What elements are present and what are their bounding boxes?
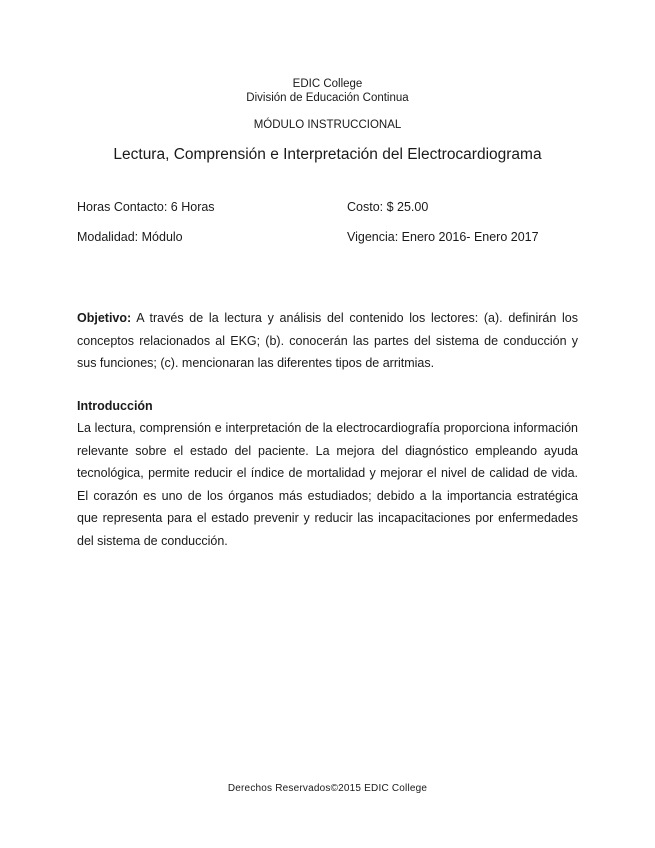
introduction-heading: Introducción [77,399,153,413]
objective-paragraph [77,307,578,375]
college-name: EDIC College [292,78,363,90]
contact-hours: Horas Contacto: 6 Horas [77,200,215,214]
copyright-footer: Derechos Reservados©2015 EDIC College [227,783,428,794]
objective-text: A través de la lectura y análisis del contenido los lectores: (a). definirán los conceptos relacionados al EKG; (b). conocerán las partes del sistema de conducción y sus funciones; (c). mencionaran las diferentes tipos de arritmias. [77,311,578,370]
validity: Vigencia: Enero 2016- Enero 2017 [347,230,539,244]
cost: Costo: $ 25.00 [347,200,429,214]
objective-label: Objetivo: [77,311,132,325]
modality: Modalidad: Módulo [77,230,183,244]
division-name: División de Educación Continua [246,92,409,104]
introduction-paragraph: La lectura, comprensión e interpretación de la electrocardiografía proporciona información relevante sobre el estado del paciente. La mejora del diagnóstico empleando ayuda tecnológica, permite reducir el índice de mortalidad y mejorar el nivel de calidad de vida. El corazón es uno de los órganos más estudiados; debido a la importancia estratégica que representa para el estado prevenir y reducir las incapacitaciones por enfermedades del sistema de conducción. [77,421,578,548]
document-title: Lectura, Comprensión e Interpretación del Electrocardiograma [113,146,542,163]
module-type: MÓDULO INSTRUCCIONAL [253,119,402,131]
